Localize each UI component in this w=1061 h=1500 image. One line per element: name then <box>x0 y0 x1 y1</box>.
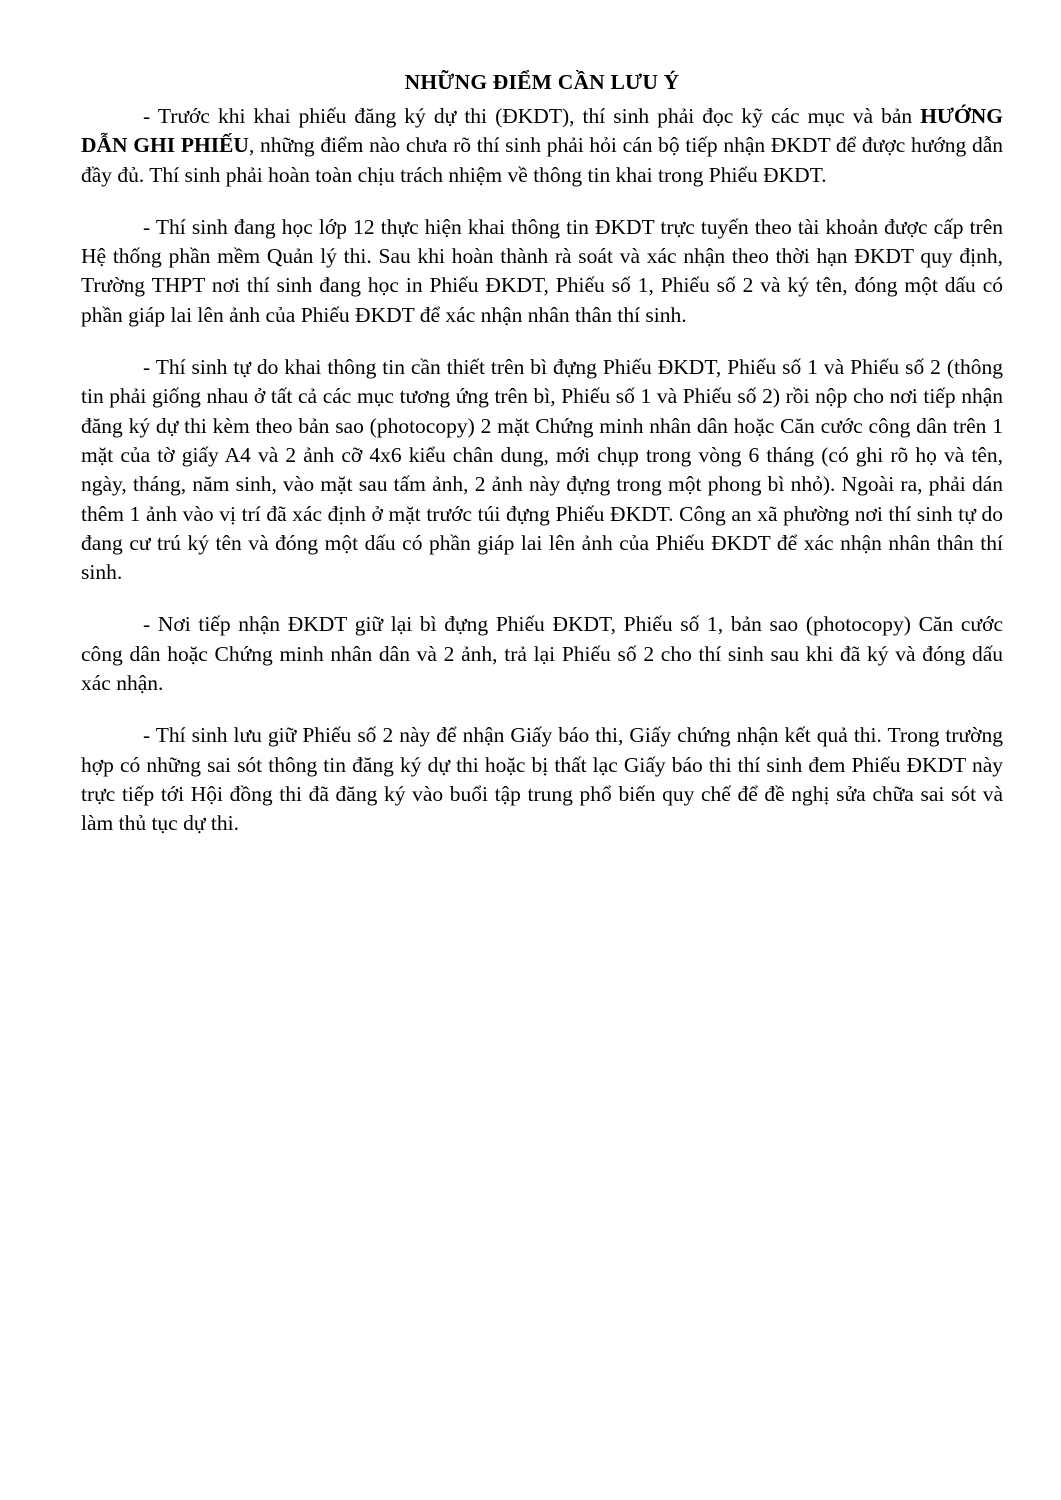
page-title: NHỮNG ĐIỂM CẦN LƯU Ý <box>404 70 680 94</box>
document-page <box>81 62 1003 862</box>
paragraph-independent-candidates: - Thí sinh tự do khai thông tin cần thiết trên bì đựng Phiếu ĐKDT, Phiếu số 1 và Phiếu số 2 (thông tin phải giống nhau ở tất cả các mục tương ứng trên bì, Phiếu số 1 và Phiếu số 2) rồi nộp cho nơi tiếp nhận đăng ký dự thi kèm theo bản sao (photocopy) 2 mặt Chứng minh nhân dân hoặc Căn cước công dân trên 1 mặt của tờ giấy A4 và 2 ảnh cỡ 4x6 kiểu chân dung, mới chụp trong vòng 6 tháng (có ghi rõ họ và tên, ngày, tháng, năm sinh, vào mặt sau tấm ảnh, 2 ảnh này đựng trong một phong bì nhỏ). Ngoài ra, phải dán thêm 1 ảnh vào vị trí đã xác định ở mặt trước túi đựng Phiếu ĐKDT. Công an xã phường nơi thí sinh tự do đang cư trú ký tên và đóng một dấu có phần giáp lai lên ảnh của Phiếu ĐKDT để xác nhận nhân thân thí sinh. <box>81 355 1003 585</box>
paragraph-receiving-office: - Nơi tiếp nhận ĐKDT giữ lại bì đựng Phiếu ĐKDT, Phiếu số 1, bản sao (photocopy) Căn cước công dân hoặc Chứng minh nhân dân và 2 ảnh, trả lại Phiếu số 2 cho thí sinh sau khi đã ký và đóng dấu xác nhận. <box>81 612 1003 696</box>
paragraph-instructions-guide <box>81 102 1003 190</box>
paragraph-keep-form-2: - Thí sinh lưu giữ Phiếu số 2 này để nhận Giấy báo thi, Giấy chứng nhận kết quả thi. Trong trường hợp có những sai sót thông tin đăng ký dự thi hoặc bị thất lạc Giấy báo thi thí sinh đem Phiếu ĐKDT này trực tiếp tới Hội đồng thi đã đăng ký vào buổi tập trung phổ biến quy chế để đề nghị sửa chữa sai sót và làm thủ tục dự thi. <box>81 723 1003 836</box>
bold-guide-title: HƯỚNG DẪN GHI PHIẾU <box>81 104 1003 158</box>
paragraph-text: , những điểm nào chưa rõ thí sinh phải hỏi cán bộ tiếp nhận ĐKDT để được hướng dẫn đầy đủ. Thí sinh phải hoàn toàn chịu trách nhiệm về thông tin khai trong Phiếu ĐKDT. <box>81 133 1004 187</box>
paragraph-text: - Trước khi khai phiếu đăng ký dự thi (ĐKDT), thí sinh phải đọc kỹ các mục và bản <box>143 104 921 128</box>
paragraph-grade-12-students: - Thí sinh đang học lớp 12 thực hiện khai thông tin ĐKDT trực tuyến theo tài khoản được cấp trên Hệ thống phần mềm Quản lý thi. Sau khi hoàn thành rà soát và xác nhận theo thời hạn ĐKDT quy định, Trường THPT nơi thí sinh đang học in Phiếu ĐKDT, Phiếu số 1, Phiếu số 2 và ký tên, đóng một dấu có phần giáp lai lên ảnh của Phiếu ĐKDT để xác nhận nhân thân thí sinh. <box>81 214 1003 327</box>
